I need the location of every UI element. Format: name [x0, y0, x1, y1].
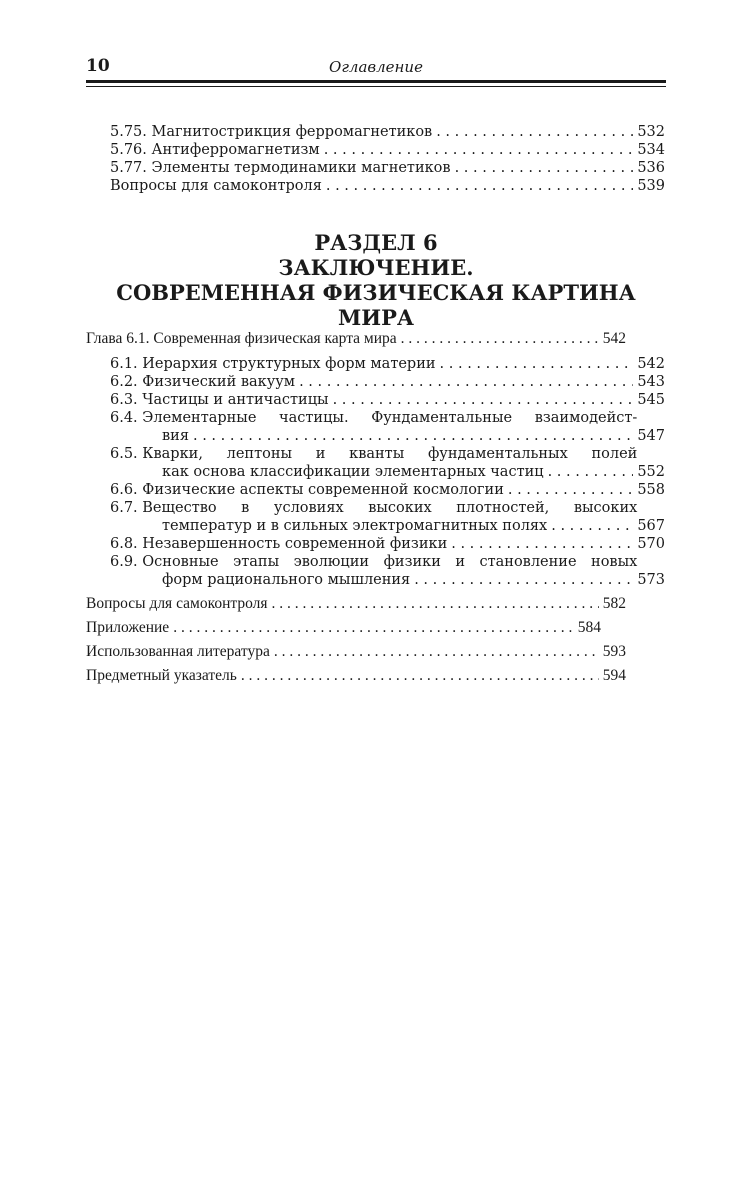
toc-entry-line2: [110, 571, 665, 589]
dot-leader: [173, 616, 574, 640]
toc-entry-line1: [110, 409, 665, 427]
back-matter-page: 593: [602, 643, 626, 660]
toc-entry-number: 5.77.: [110, 160, 147, 176]
toc-entry-page: 552: [637, 464, 665, 480]
running-title: Оглавление: [329, 58, 423, 76]
toc-entry-line2: [110, 517, 665, 535]
dot-leader: [326, 177, 633, 195]
toc-back-matter: [86, 592, 626, 688]
toc-entry: [110, 481, 665, 499]
back-matter-title: Предметный указатель: [86, 667, 237, 684]
toc-entry-number: 6.7.: [110, 500, 138, 516]
toc-entry-number: 6.8.: [110, 536, 138, 552]
back-matter-page: 594: [602, 667, 626, 684]
dot-leader: [401, 330, 599, 348]
toc-entry: [110, 391, 665, 409]
toc-entry-line2: [110, 463, 665, 481]
toc-entry-page: 539: [637, 178, 665, 194]
toc-entry-page: 570: [637, 536, 665, 552]
toc-entry: [110, 177, 665, 195]
toc-entry-title-cont: как основа классификации элементарных частиц: [162, 464, 544, 480]
back-matter-entry: [86, 664, 626, 688]
dot-leader: [333, 391, 634, 409]
dot-leader: [241, 664, 599, 688]
toc-entry-title-cont: форм рационального мышления: [162, 572, 411, 588]
section-title: СОВРЕМЕННАЯ ФИЗИЧЕСКАЯ КАРТИНА МИРА: [116, 280, 636, 330]
chapter-entry: [86, 330, 626, 348]
toc-entry-number: 6.5.: [110, 446, 138, 462]
toc-entry-title: Основные этапы эволюции физики и становление новых: [142, 554, 638, 570]
toc-entry-page: 573: [637, 572, 665, 588]
toc-entry-title: Вещество в условиях высоких плотностей, высоких: [142, 500, 638, 516]
toc-top-block: [110, 123, 665, 195]
chapter-page: 542: [602, 330, 626, 347]
toc-entry: [110, 355, 665, 373]
toc-entry-page: 567: [637, 518, 665, 534]
toc-entry-number: 5.76.: [110, 142, 147, 158]
toc-entry-title: Элементы термодинамики магнетиков: [151, 160, 451, 176]
back-matter-page: 584: [577, 619, 601, 636]
toc-entry-title: Частицы и античастицы: [142, 392, 329, 408]
dot-leader: [436, 123, 633, 141]
toc-entry: [110, 123, 665, 141]
back-matter-page: 582: [602, 595, 626, 612]
section-label: ЗАКЛЮЧЕНИЕ.: [278, 255, 474, 280]
section-number: РАЗДЕЛ 6: [314, 230, 438, 255]
toc-entry-number: 6.6.: [110, 482, 138, 498]
back-matter-entry: [86, 616, 601, 640]
toc-entry: [110, 159, 665, 177]
header-rule-thick: [86, 80, 666, 83]
toc-entry-title: Элементарные частицы. Фундаментальные взаимодейст-: [142, 410, 638, 426]
toc-entry-title: Кварки, лептоны и кванты фундаментальных полей: [142, 446, 638, 462]
section-heading: [86, 230, 666, 330]
dot-leader: [451, 535, 633, 553]
dot-leader: [324, 141, 634, 159]
toc-entry-page: 534: [637, 142, 665, 158]
toc-entry-number: 5.75.: [110, 124, 147, 140]
toc-entry-title-cont: температур и в сильных электромагнитных полях: [162, 518, 548, 534]
toc-entry-title: Физический вакуум: [142, 374, 296, 390]
toc-entry-line1: [110, 553, 665, 571]
dot-leader: [440, 355, 634, 373]
toc-entry-page: 536: [637, 160, 665, 176]
toc-entry: [110, 373, 665, 391]
toc-entry-number: 6.1.: [110, 356, 138, 372]
dot-leader: [414, 571, 633, 589]
toc-entry-page: 558: [637, 482, 665, 498]
toc-entry-title-cont: вия: [162, 428, 189, 444]
toc-entry-line1: [110, 499, 665, 517]
toc-entry-title: Магнитострикция ферромагнетиков: [151, 124, 433, 140]
toc-entry-title: Иерархия структурных форм материи: [142, 356, 436, 372]
dot-leader: [299, 373, 633, 391]
back-matter-title: Вопросы для самоконтроля: [86, 595, 268, 612]
toc-entry-title: Физические аспекты современной космологии: [142, 482, 504, 498]
back-matter-title: Приложение: [86, 619, 170, 636]
dot-leader: [455, 159, 634, 177]
toc-entry: [110, 535, 665, 553]
toc-entry-line1: [110, 445, 665, 463]
toc-entry-number: 6.4.: [110, 410, 138, 426]
dot-leader: [271, 592, 598, 616]
chapter-block: [86, 330, 626, 348]
toc-entry-number: 6.3.: [110, 392, 138, 408]
back-matter-entry: [86, 592, 626, 616]
dot-leader: [508, 481, 633, 499]
page-number: 10: [86, 56, 110, 76]
toc-entry-title: Антиферромагнетизм: [151, 142, 320, 158]
toc-entry-line2: [110, 427, 665, 445]
toc-entry-page: 545: [637, 392, 665, 408]
toc-entry-page: 547: [637, 428, 665, 444]
dot-leader: [193, 427, 633, 445]
back-matter-title: Использованная литература: [86, 643, 270, 660]
toc-entry-page: 542: [637, 356, 665, 372]
dot-leader: [551, 517, 633, 535]
dot-leader: [548, 463, 634, 481]
back-matter-entry: [86, 640, 626, 664]
dot-leader: [274, 640, 599, 664]
page-header: [86, 56, 666, 80]
toc-entry-page: 543: [637, 374, 665, 390]
toc-entry-page: 532: [637, 124, 665, 140]
header-rule-thin: [86, 86, 666, 87]
chapter-title: Глава 6.1. Современная физическая карта мира: [86, 330, 397, 347]
toc-entry-number: 6.9.: [110, 554, 138, 570]
toc-entry-title: Незавершенность современной физики: [142, 536, 448, 552]
toc-entry: [110, 141, 665, 159]
toc-entry-title: Вопросы для самоконтроля: [110, 178, 322, 194]
toc-entry-number: 6.2.: [110, 374, 138, 390]
toc-chapter-entries: [110, 355, 665, 589]
